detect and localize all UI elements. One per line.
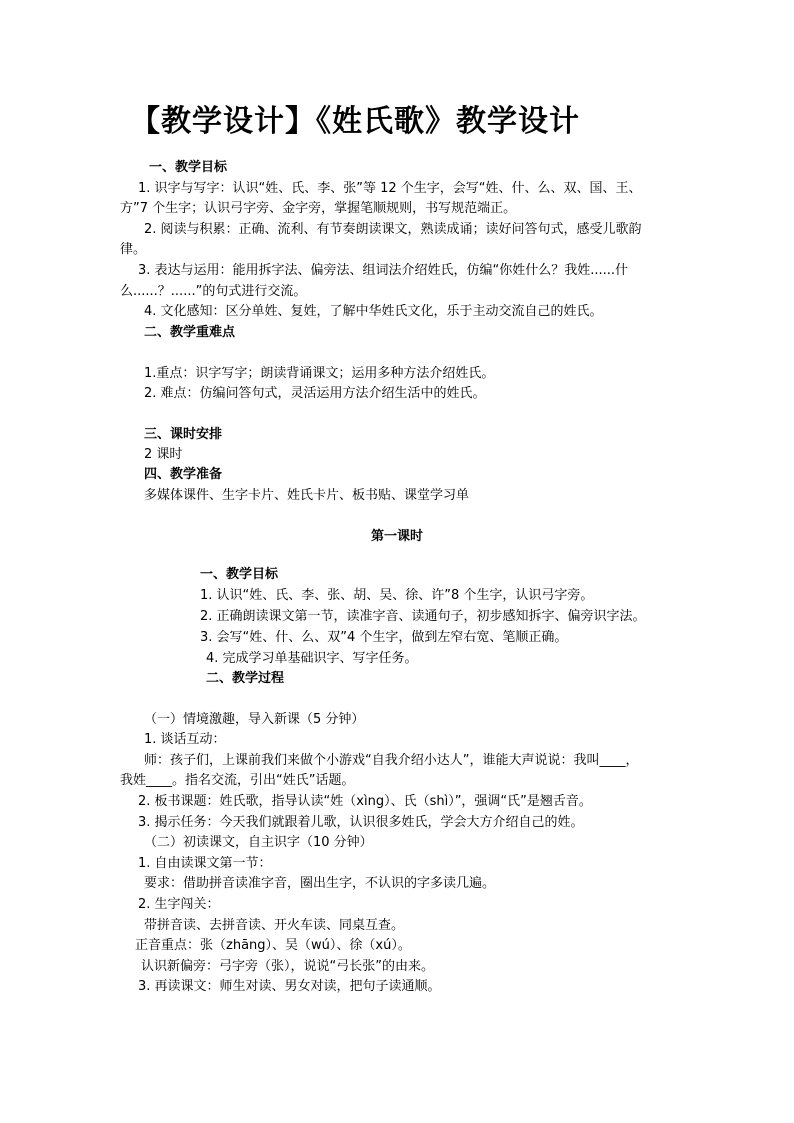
process-part-2-heading: （二）初读课文，自主识字（10 分钟）: [144, 835, 373, 850]
process-part-1-heading: （一）情境激趣，导入新课（5 分钟）: [144, 712, 365, 727]
section-heading-key-points: 二、教学重难点: [144, 325, 236, 340]
process-1-dialogue-line-1: 师：孩子们，上课前我们来做个小游戏“自我介绍小达人”，谁能大声说说：我叫____，: [144, 753, 639, 768]
goal-2-line-1: 2. 阅读与积累：正确、流利、有节奏朗读课文，熟读成诵；读好问答句式，感受儿歌韵: [144, 222, 642, 237]
goal-3-line-1: 3. 表达与运用：能用拆字法、偏旁法、组词法介绍姓氏，仿编“你姓什么？我姓......什: [138, 263, 629, 278]
section-heading-schedule: 三、课时安排: [144, 427, 223, 442]
preparation-text: 多媒体课件、生字卡片、姓氏卡片、板书贴、课堂学习单: [144, 488, 470, 503]
process-2-step-1: 1. 自由读课文第一节：: [138, 856, 272, 871]
lesson-goal-1: 1. 认识“姓、氏、李、张、胡、吴、徐、许”8 个生字，认识弓字旁。: [200, 588, 594, 603]
process-2-pronunciation: 正音重点：张（zhāng）、吴（wú）、徐（xú）。: [135, 938, 411, 953]
process-2-step-2: 2. 生字闯关：: [138, 897, 220, 912]
goal-1-line-2: 方”7 个生字；认识弓字旁、金字旁，掌握笔顺规则，书写规范端正。: [120, 201, 517, 216]
process-1-dialogue-line-2: 我姓____。指名交流，引出“姓氏”话题。: [120, 773, 355, 788]
goal-3-line-2: 么......？......”的句式进行交流。: [120, 284, 307, 299]
process-2-radical: 认识新偏旁：弓字旁（张），说说“弓长张”的由来。: [141, 959, 434, 974]
goal-4: 4. 文化感知：区分单姓、复姓，了解中华姓氏文化，乐于主动交流自己的姓氏。: [144, 304, 603, 319]
section-heading-preparation: 四、教学准备: [144, 467, 223, 482]
goal-1-line-1: 1. 识字与写字：认识“姓、氏、李、张”等 12 个生字，会写“姓、什、么、双、国、王、: [138, 181, 642, 196]
goal-2-line-2: 律。: [120, 242, 147, 257]
section-heading-goals: 一、教学目标: [149, 160, 228, 175]
difficult-point: 2. 难点：仿编问答句式，灵活运用方法介绍生活中的姓氏。: [144, 386, 486, 401]
lesson-goals-heading: 一、教学目标: [200, 567, 279, 582]
process-2-reading-methods: 带拼音读、去拼音读、开火车读、同桌互查。: [144, 918, 405, 933]
lesson-heading: 第一课时: [370, 529, 423, 544]
schedule-text: 2 课时: [144, 447, 183, 462]
process-1-step-3: 3. 揭示任务：今天我们就跟着儿歌，认识很多姓氏，学会大方介绍自己的姓。: [138, 815, 584, 830]
process-2-requirement: 要求：借助拼音读准字音，圈出生字，不认识的字多读几遍。: [144, 876, 496, 891]
process-1-step-2: 2. 板书课题：姓氏歌，指导认读“姓（xìng）、氏（shì）”，强调“氏”是翘舌音。: [138, 794, 592, 809]
key-point: 1.重点：识字写字；朗读背诵课文；运用多种方法介绍姓氏。: [144, 366, 495, 381]
process-2-step-3: 3. 再读课文：师生对读、男女对读，把句子读通顺。: [138, 979, 441, 994]
lesson-goal-2: 2. 正确朗读课文第一节，读准字音、读通句子，初步感知拆字、偏旁识字法。: [200, 609, 646, 624]
process-1-step-1: 1. 谈话互动：: [144, 732, 226, 747]
lesson-goal-3: 3. 会写“姓、什、么、双”4 个生字，做到左窄右宽、笔顺正确。: [200, 630, 568, 645]
document-title: 【教学设计】《姓氏歌》教学设计: [130, 104, 580, 139]
process-heading: 二、教学过程: [206, 671, 285, 686]
lesson-goal-4: 4. 完成学习单基础识字、写字任务。: [206, 651, 418, 666]
